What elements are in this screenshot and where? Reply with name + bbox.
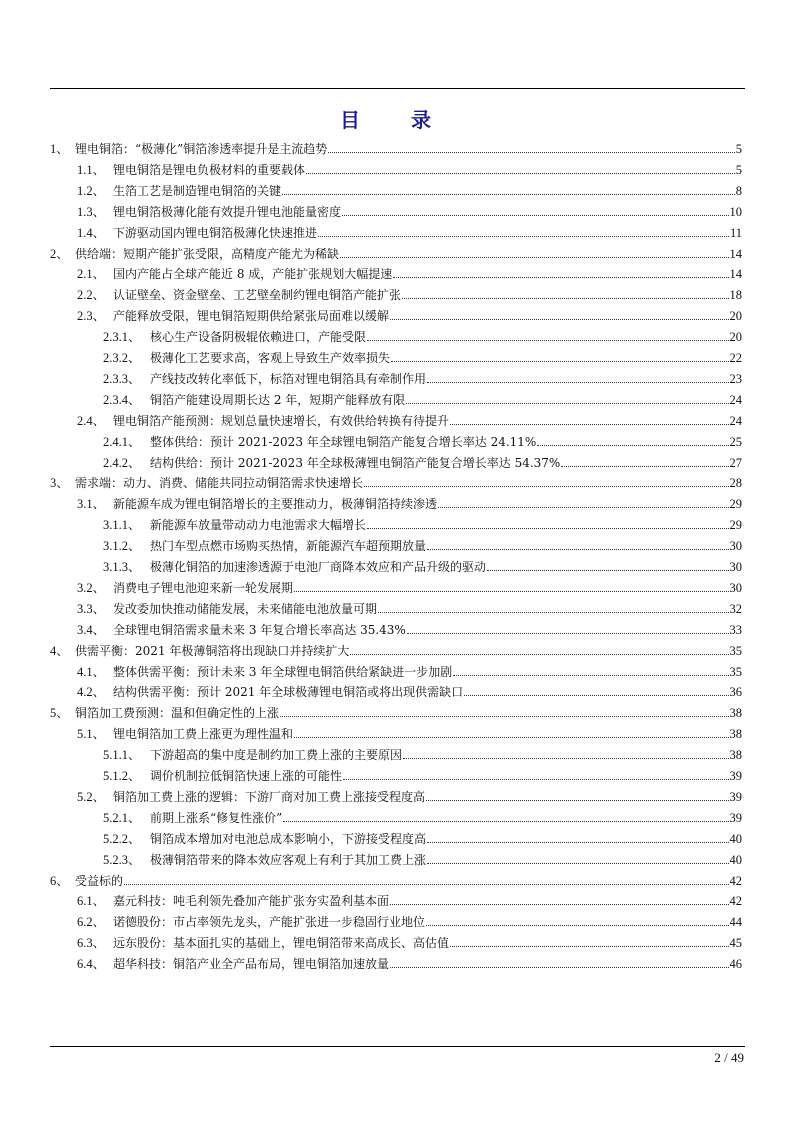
toc-entry-title: 整体供给：预计 2021-2023 年全球锂电铜箔产能复合增长率达 24.11% (150, 434, 537, 449)
dot-leader (342, 214, 728, 216)
toc-entry-page: 24 (729, 413, 742, 428)
toc-entry-page: 38 (729, 706, 742, 721)
toc-entry-number: 4.1、 (77, 664, 106, 679)
toc-entry-number: 5.1.2、 (103, 769, 141, 783)
dot-leader (294, 736, 728, 738)
page-number: 2 / 49 (714, 1050, 744, 1065)
toc-entry-page: 38 (729, 727, 742, 742)
dot-leader (407, 632, 729, 634)
toc-entry[interactable] (77, 931, 742, 951)
dot-leader (403, 757, 728, 759)
dot-leader (391, 360, 728, 362)
dot-leader (426, 924, 728, 926)
toc-entry-page: 45 (729, 936, 742, 951)
dot-leader (283, 820, 728, 822)
toc-entry-page: 5 (735, 162, 742, 177)
toc-entry-title: 远东股份：基本面扎实的基础上，锂电铜箔带来高成长、高估值 (113, 936, 450, 951)
dot-leader (427, 381, 728, 383)
toc-entry[interactable] (103, 388, 742, 408)
toc-entry-page: 8 (735, 183, 742, 198)
toc-entry[interactable] (77, 492, 742, 512)
toc-entry-page: 38 (729, 748, 742, 763)
toc-entry-page: 42 (729, 894, 742, 909)
page-title: 目 录 (340, 108, 453, 132)
toc-entry[interactable] (103, 325, 742, 345)
toc-entry-page: 25 (729, 434, 742, 449)
toc-entry-number: 5、 (50, 706, 69, 721)
toc-entry-title: 极薄化铜箔的加速渗透源于电池厂商降本效应和产品升级的驱动 (150, 560, 487, 574)
dot-leader (328, 151, 734, 153)
toc-entry-page: 39 (729, 769, 742, 783)
toc-entry-title: 极薄铜箔带来的降本效应客观上有利于其加工费上涨 (150, 852, 427, 867)
toc-entry-page: 36 (729, 685, 742, 700)
dot-leader (282, 193, 735, 195)
toc-entry-page: 30 (729, 539, 742, 554)
toc-entry-page: 39 (729, 789, 742, 804)
toc-entry-page: 40 (729, 852, 742, 867)
toc-entry-title: 认证壁垒、资金壁垒、工艺壁垒制约锂电铜箔产能扩张 (113, 288, 402, 303)
toc-entry-title: 铜箔产能建设周期长达 2 年，短期产能释放有限 (150, 392, 406, 407)
toc-entry-page: 20 (729, 309, 742, 324)
toc-entry-title: 结构供需平衡：预计 2021 年全球极薄锂电铜箔或将出现供需缺口 (113, 685, 464, 700)
toc-entry-page: 42 (729, 873, 742, 888)
toc-entry-number: 3.1、 (77, 497, 106, 512)
dot-leader (367, 339, 728, 341)
toc-entry-number: 4.2、 (77, 685, 106, 700)
toc-entry[interactable] (77, 889, 742, 909)
toc-entry-number: 3.1.2、 (103, 539, 141, 554)
toc-entry[interactable] (103, 806, 742, 826)
toc-entry-title: 国内产能占全球产能近 8 成，产能扩张规划大幅提速 (113, 267, 393, 282)
dot-leader (343, 778, 728, 780)
toc-entry[interactable] (103, 555, 742, 575)
toc-entry-number: 2.3.3、 (103, 371, 141, 386)
dot-leader (390, 318, 728, 320)
toc-entry[interactable] (77, 576, 742, 596)
dot-leader (427, 862, 728, 864)
header-rule (50, 88, 745, 89)
dot-leader (537, 444, 728, 446)
toc-entry-number: 1.2、 (77, 183, 106, 198)
toc-entry-title: 产能释放受限，锂电铜箔短期供给紧张局面难以缓解 (113, 309, 390, 324)
toc-entry[interactable] (77, 200, 742, 220)
dot-leader (390, 966, 728, 968)
toc-entry-number: 5.1.1、 (103, 748, 141, 763)
toc-entry[interactable] (77, 304, 742, 324)
toc-entry[interactable] (77, 221, 742, 241)
toc-entry-page: 33 (729, 622, 742, 637)
toc-entry-title: 锂电铜箔产能预测：规划总量快速增长，有效供给转换有待提升 (113, 413, 450, 428)
toc-entry[interactable] (103, 430, 742, 450)
dot-leader (402, 297, 728, 299)
dot-leader (453, 674, 728, 676)
toc-entry-title: 超华科技：铜箔产业全产品布局，锂电铜箔加速放量 (113, 957, 390, 972)
dot-leader (390, 903, 728, 905)
toc-entry-page: 14 (729, 246, 742, 261)
toc-entry-page: 11 (729, 225, 742, 240)
toc-entry[interactable] (103, 534, 742, 554)
dot-leader (124, 883, 728, 885)
toc-entry-title: 诺德股份：市占率领先龙头，产能扩张进一步稳固行业地位 (113, 915, 426, 930)
toc-entry[interactable] (77, 680, 742, 700)
toc-entry[interactable] (77, 910, 742, 930)
toc-entry-number: 6、 (50, 873, 69, 888)
toc-entry[interactable] (77, 952, 742, 972)
dot-leader (450, 945, 728, 947)
dot-leader (427, 548, 728, 550)
toc-entry-number: 2.1、 (77, 267, 106, 282)
toc-entry-title: 受益标的 (75, 873, 124, 888)
toc-entry-page: 23 (729, 371, 742, 386)
toc-entry-number: 2.2、 (77, 288, 106, 303)
toc-entry-title: 锂电铜箔：“极薄化”铜箔渗透率提升是主流趋势 (75, 142, 328, 156)
toc-entry-page: 10 (729, 204, 742, 219)
dot-leader (426, 799, 728, 801)
toc-entry-page: 29 (729, 497, 742, 512)
toc-entry-number: 3.1.3、 (103, 560, 141, 574)
toc-entry-title: 新能源车成为锂电铜箔增长的主要推动力，极薄铜箔持续渗透 (113, 497, 438, 512)
toc-entry-number: 2.3.1、 (103, 330, 141, 345)
toc-entry-title: 下游驱动国内锂电铜箔极薄化快速推进 (113, 225, 318, 240)
toc-entry-number: 4、 (50, 643, 69, 658)
dot-leader (367, 527, 728, 529)
toc-entry-number: 6.4、 (77, 957, 106, 972)
toc-entry[interactable] (50, 242, 742, 262)
dot-leader (306, 172, 735, 174)
toc-entry-page: 30 (729, 580, 742, 595)
toc-entry-page: 32 (729, 601, 742, 616)
toc-entry[interactable] (103, 743, 742, 763)
toc-entry-number: 2.4、 (77, 413, 106, 428)
toc-entry-title: 新能源车放量带动动力电池需求大幅增长 (150, 518, 367, 533)
toc-entry-number: 2.3.2、 (103, 351, 141, 365)
toc-entry-page: 46 (729, 957, 742, 972)
toc-entry[interactable] (77, 618, 742, 638)
toc-entry-title: 嘉元科技：吨毛利领先叠加产能扩张夯实盈利基本面 (113, 894, 390, 909)
toc-entry-page: 44 (729, 915, 742, 930)
toc-entry[interactable] (50, 701, 742, 721)
toc-entry[interactable] (77, 722, 742, 742)
toc-entry[interactable] (77, 660, 742, 680)
toc-entry[interactable] (77, 597, 742, 617)
toc-entry-number: 5.2、 (77, 789, 106, 804)
toc-entry[interactable] (103, 764, 742, 784)
toc-entry-title: 全球锂电铜箔需求量未来 3 年复合增长率高达 35.43% (113, 622, 406, 637)
toc-entry-number: 5.2.3、 (103, 852, 141, 867)
toc-entry[interactable] (77, 409, 742, 429)
toc-entry[interactable] (50, 137, 742, 157)
toc-entry-title: 下游超高的集中度是制约加工费上涨的主要原因 (150, 748, 403, 763)
dot-leader (294, 590, 728, 592)
toc-entry-title: 热门车型点燃市场购买热情，新能源汽车超预期放量 (150, 539, 427, 554)
toc-entry-title: 整体供需平衡：预计未来 3 年全球锂电铜箔供给紧缺进一步加剧 (113, 664, 453, 679)
toc-entry-title: 前期上涨系“修复性涨价” (150, 810, 283, 825)
toc-entry-title: 锂电铜箔加工费上涨更为理性温和 (113, 727, 294, 742)
toc-entry[interactable] (50, 471, 742, 491)
toc-entry-number: 1.4、 (77, 225, 106, 240)
dot-leader (378, 611, 728, 613)
toc-entry[interactable] (103, 513, 742, 533)
dot-leader (450, 423, 728, 425)
toc-entry-number: 3.2、 (77, 580, 106, 595)
dot-leader (561, 465, 728, 467)
toc-entry-title: 铜箔成本增加对电池总成本影响小，下游接受程度高 (150, 831, 427, 846)
toc-entry-title: 消费电子锂电池迎来新一轮发展期 (113, 580, 294, 595)
toc-entry-number: 3、 (50, 476, 69, 491)
dot-leader (406, 402, 728, 404)
toc-entry-number: 5.2.1、 (103, 810, 141, 825)
footer-rule (50, 1046, 745, 1047)
toc-entry-page: 18 (729, 288, 742, 303)
toc-entry[interactable] (77, 283, 742, 303)
toc-entry[interactable] (103, 827, 742, 847)
toc-entry-title: 供给端：短期产能扩张受限，高精度产能尤为稀缺 (75, 246, 340, 261)
toc-entry-number: 1.3、 (77, 204, 106, 219)
toc-entry-number: 3.4、 (77, 622, 106, 637)
toc-entry-title: 锂电铜箔极薄化能有效提升锂电池能量密度 (113, 204, 342, 219)
dot-leader (464, 694, 728, 696)
toc-entry-number: 2.4.1、 (103, 434, 141, 449)
toc-entry[interactable] (103, 367, 742, 387)
toc-entry[interactable] (50, 869, 742, 889)
dot-leader (364, 485, 728, 487)
toc-entry[interactable] (50, 639, 742, 659)
toc-entry[interactable] (103, 848, 742, 868)
toc-entry-title: 发改委加快推动储能发展，未来储能电池放量可期 (113, 601, 378, 616)
toc-entry-title: 生箔工艺是制造锂电铜箔的关键 (113, 183, 282, 198)
toc-entry-number: 5.2.2、 (103, 831, 141, 846)
toc-entry-page: 30 (729, 560, 742, 574)
toc-entry-title: 铜箔加工费预测：温和但确定性的上涨 (75, 706, 280, 721)
toc-entry-title: 结构供给：预计 2021-2023 年全球极薄锂电铜箔产能复合增长率达 54.37% (150, 455, 561, 470)
toc-entry-number: 1、 (50, 142, 69, 156)
toc-entry-page: 39 (729, 810, 742, 825)
toc-entry-number: 5.1、 (77, 727, 106, 742)
dot-leader (487, 569, 728, 571)
toc-entry-page: 35 (729, 664, 742, 679)
dot-leader (318, 235, 729, 237)
toc-entry-page: 20 (729, 330, 742, 345)
dot-leader (427, 841, 728, 843)
toc-entry-page: 35 (729, 643, 742, 658)
toc-entry-title: 铜箔加工费上涨的逻辑：下游厂商对加工费上涨接受程度高 (113, 789, 426, 804)
toc-entry-page: 24 (729, 392, 742, 407)
dot-leader (280, 715, 728, 717)
toc-entry-title: 调价机制拉低铜箔快速上涨的可能性 (150, 769, 343, 783)
dot-leader (340, 256, 728, 258)
toc-entry-title: 核心生产设备阴极辊依赖进口，产能受限 (150, 330, 367, 345)
toc-entry-page: 40 (729, 831, 742, 846)
toc-entry[interactable] (77, 179, 742, 199)
toc-entry-number: 3.3、 (77, 601, 106, 616)
toc-entry-number: 1.1、 (77, 162, 106, 177)
toc-entry-page: 5 (735, 142, 742, 156)
toc-entry[interactable] (77, 785, 742, 805)
toc-entry-number: 6.3、 (77, 936, 106, 951)
dot-leader (438, 506, 728, 508)
dot-leader (350, 653, 728, 655)
toc-entry-title: 供需平衡：2021 年极薄铜箔将出现缺口并持续扩大 (75, 643, 350, 658)
toc-entry-page: 22 (729, 351, 742, 365)
toc-entry-number: 2.3.4、 (103, 392, 141, 407)
toc-entry-number: 2.4.2、 (103, 455, 141, 470)
toc-entry-page: 14 (729, 267, 742, 282)
toc-entry-title: 产线技改转化率低下，标箔对锂电铜箔具有牵制作用 (150, 371, 427, 386)
toc-entry-page: 28 (729, 476, 742, 491)
toc-entry[interactable] (103, 451, 742, 471)
toc-entry-page: 29 (729, 518, 742, 533)
toc-entry-number: 2、 (50, 246, 69, 261)
toc-entry-title: 锂电铜箔是锂电负极材料的重要载体 (113, 162, 306, 177)
toc-entry-number: 6.1、 (77, 894, 106, 909)
toc-entry[interactable] (77, 262, 742, 282)
toc-entry-page: 27 (729, 455, 742, 470)
toc-entry-title: 极薄化工艺要求高，客观上导致生产效率损失 (150, 351, 391, 365)
toc-entry[interactable] (103, 346, 742, 366)
dot-leader (393, 276, 728, 278)
toc-entry-title: 需求端：动力、消费、储能共同拉动铜箔需求快速增长 (75, 476, 364, 491)
toc-entry-number: 3.1.1、 (103, 518, 141, 533)
toc-entry-number: 6.2、 (77, 915, 106, 930)
toc-entry-number: 2.3、 (77, 309, 106, 324)
toc-entry[interactable] (77, 158, 742, 178)
